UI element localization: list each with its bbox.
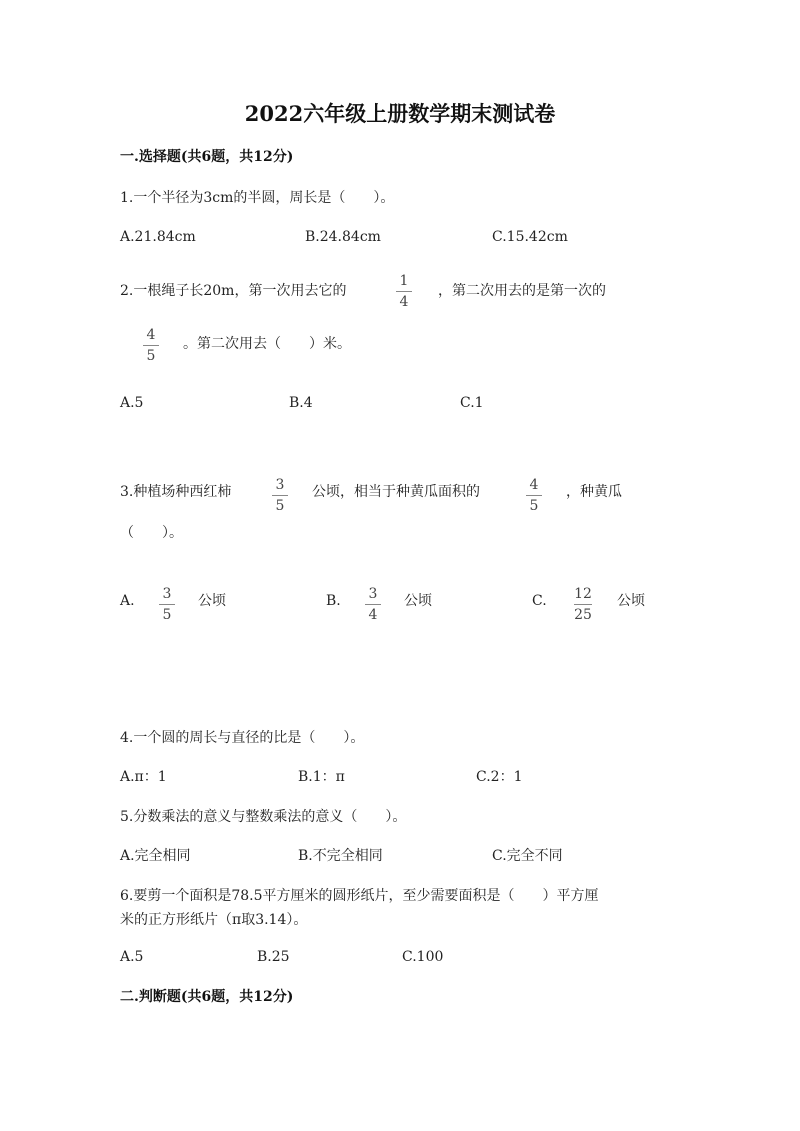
question-3-option-b-unit: 公顷 [404,593,432,609]
question-2-option-c: C.1 [460,395,484,411]
question-3-text-part4: （ ）。 [120,525,183,541]
fraction-numerator: 4 [529,477,539,493]
question-3-option-b-label: B. [326,593,341,609]
question-1-option-a: A.21.84cm [120,229,196,245]
fraction-numerator: 3 [368,586,378,602]
question-3-option-c-unit: 公顷 [617,593,645,609]
question-4-option-b: B.1：π [298,769,345,785]
question-2-text-part2: ，第二次用去的是第一次的 [438,283,606,299]
fraction-bar [159,604,175,605]
question-2-text-part1: 2.一根绳子长20m，第一次用去它的 [120,283,347,299]
fraction-bar [574,604,592,605]
fraction-bar [365,604,381,605]
section-heading-choice: 一.选择题(共6题，共12分) [120,149,294,165]
fraction-numerator: 12 [574,586,592,602]
question-3-option-c-label: C. [532,593,547,609]
fraction-bar [396,291,412,292]
fraction-denominator: 5 [275,498,285,514]
fraction-numerator: 3 [275,477,285,493]
question-5-option-c: C.完全不同 [492,848,563,864]
question-3-option-a-label: A. [120,593,135,609]
question-2-fraction-1 [392,273,416,310]
question-2-option-b: B.4 [289,395,313,411]
question-6-option-c: C.100 [402,949,444,965]
fraction-numerator: 3 [162,586,172,602]
fraction-numerator: 4 [146,327,156,343]
question-4-text: 4.一个圆的周长与直径的比是（ ）。 [120,730,365,746]
question-2-fraction-2 [139,327,163,364]
question-6-option-a: A.5 [120,949,144,965]
fraction-denominator: 5 [162,607,172,623]
question-4-option-a: A.π：1 [120,769,167,785]
question-3-text-part3: ，种黄瓜 [566,484,622,500]
fraction-bar [526,495,542,496]
question-5-option-a: A.完全相同 [120,848,191,864]
question-5-option-b: B.不完全相同 [298,848,383,864]
question-2-text-part3: 。第二次用去（ ）米。 [183,336,351,352]
page-title: 2022六年级上册数学期末测试卷 [244,101,556,126]
question-1-option-b: B.24.84cm [305,229,381,245]
question-3-text-part2: 公顷，相当于种黄瓜面积的 [312,484,480,500]
fraction-bar [272,495,288,496]
question-1-option-c: C.15.42cm [492,229,568,245]
question-4-option-c: C.2：1 [476,769,523,785]
question-2-option-a: A.5 [120,395,144,411]
fraction-bar [143,345,159,346]
question-3-text-part1: 3.种植场种西红柿 [120,484,232,500]
fraction-denominator: 25 [574,607,592,623]
fraction-denominator: 4 [399,294,409,310]
question-6-text-line2: 米的正方形纸片（π取3.14）。 [120,912,308,928]
fraction-numerator: 1 [399,273,409,289]
question-3-fraction-2 [522,477,546,514]
fraction-denominator: 4 [368,607,378,623]
section-heading-judgment: 二.判断题(共6题，共12分) [120,989,294,1005]
question-6-text-line1: 6.要剪一个面积是78.5平方厘米的圆形纸片，至少需要面积是（ ）平方厘 [120,888,599,904]
question-3-option-a-fraction [155,586,179,623]
fraction-denominator: 5 [529,498,539,514]
fraction-denominator: 5 [146,348,156,364]
question-5-text: 5.分数乘法的意义与整数乘法的意义（ ）。 [120,809,407,825]
question-3-option-a-unit: 公顷 [198,593,226,609]
question-3-option-b-fraction [361,586,385,623]
question-1-text: 1.一个半径为3cm的半圆，周长是（ ）。 [120,190,395,206]
question-3-option-c-fraction [570,586,596,623]
question-6-option-b: B.25 [257,949,290,965]
question-3-fraction-1 [268,477,292,514]
